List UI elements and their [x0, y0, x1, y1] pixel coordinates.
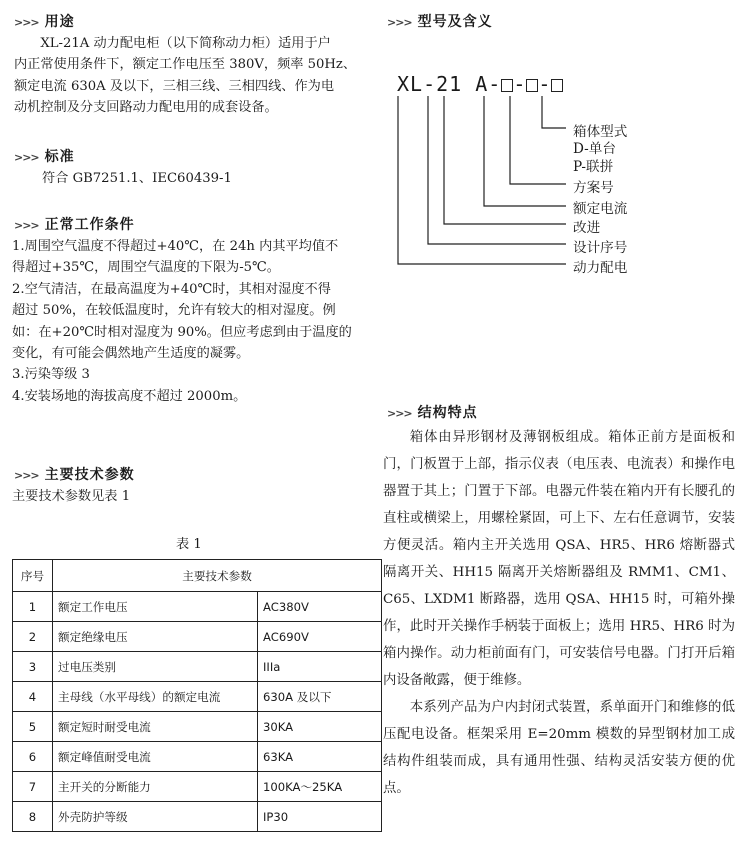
conditions-line: 如：在+20℃时相对湿度为 90%。但应考虑到由于温度的	[12, 324, 352, 340]
conditions-line: 1.周围空气温度不得超过+40℃，在 24h 内其平均值不	[12, 239, 339, 254]
row-no: 6	[13, 742, 53, 772]
header-no: 序号	[13, 560, 53, 592]
tech-params-table	[12, 559, 382, 832]
tech-note: 主要技术参数见表 1	[12, 489, 131, 504]
section-arrows-icon: >>>	[387, 407, 412, 420]
label-rated-current: 额定电流	[573, 201, 628, 217]
label-single: D-单台	[573, 141, 616, 157]
model-code-prefix: XL-21 A-	[397, 72, 502, 96]
row-value: AC690V	[258, 622, 382, 652]
conditions-title: 正常工作条件	[44, 217, 135, 233]
row-value: IP30	[258, 802, 382, 832]
row-name: 外壳防护等级	[53, 802, 258, 832]
row-value: IIIa	[258, 652, 382, 682]
conditions-line: 3.污染等级 3	[12, 367, 90, 383]
usage-line: 额定电流 630A 及以下，三相三线、三相四线、作为电	[14, 78, 335, 94]
table-row	[13, 622, 382, 652]
table-row	[13, 802, 382, 832]
label-improve: 改进	[573, 220, 601, 236]
row-no: 5	[13, 712, 53, 742]
row-name: 主母线（水平母线）的额定电流	[53, 682, 258, 712]
row-name: 额定短时耐受电流	[53, 712, 258, 742]
row-no: 2	[13, 622, 53, 652]
section-arrows-icon: >>>	[387, 16, 412, 29]
tech-heading	[14, 464, 135, 484]
conditions-line: 超过 50%，在较低温度时，允许有较大的相对湿度。例	[12, 303, 336, 319]
label-combined: P-联拼	[573, 159, 614, 175]
row-no: 8	[13, 802, 53, 832]
model-code-dash: -	[513, 72, 527, 96]
row-name: 额定工作电压	[53, 592, 258, 622]
structure-title: 结构特点	[417, 405, 478, 421]
row-no: 3	[13, 652, 53, 682]
section-arrows-icon: >>>	[14, 219, 39, 232]
row-value: 100KA～25KA	[258, 772, 382, 802]
table-row	[13, 682, 382, 712]
usage-line: 动机控制及分支回路动力配电用的成套设备。	[14, 100, 278, 116]
model-code-dash: -	[538, 72, 552, 96]
label-power-dist: 动力配电	[573, 260, 628, 276]
structure-heading	[387, 402, 478, 422]
conditions-line: 2.空气清洁，在最高温度为+40℃时，其相对湿度不得	[12, 281, 331, 297]
row-no: 4	[13, 682, 53, 712]
table-row	[13, 712, 382, 742]
model-title: 型号及含义	[417, 14, 493, 30]
structure-paragraph: 本系列产品为户内封闭式装置，系单面开门和维修的低压配电设备。框架采用 E=20mm 模数的异型钢材加工成结构件组装而成，具有通用性强、结构灵活安装方便的优点。	[383, 700, 735, 796]
row-value: 63KA	[258, 742, 382, 772]
row-no: 7	[13, 772, 53, 802]
row-name: 额定绝缘电压	[53, 622, 258, 652]
table-header-row	[13, 560, 382, 592]
usage-title: 用途	[44, 14, 75, 30]
table-caption: 表 1	[176, 537, 202, 552]
conditions-line: 得超过+35℃，周围空气温度的下限为-5℃。	[12, 260, 280, 276]
conditions-line: 变化，有可能会偶然地产生适度的凝雾。	[12, 346, 250, 362]
row-name: 主开关的分断能力	[53, 772, 258, 802]
usage-line: 内正常使用条件下，额定工作电压至 380V，频率 50Hz、	[14, 57, 357, 73]
standard-title: 标准	[44, 149, 75, 165]
conditions-line: 4.安装场地的海拔高度不超过 2000m。	[12, 388, 247, 404]
header-param: 主要技术参数	[53, 560, 382, 592]
standard-text: 符合 GB7251.1、IEC60439-1	[42, 171, 232, 186]
row-value: 30KA	[258, 712, 382, 742]
label-scheme: 方案号	[573, 180, 614, 196]
tech-title: 主要技术参数	[44, 467, 135, 483]
table-row	[13, 772, 382, 802]
row-value: 630A 及以下	[258, 682, 382, 712]
section-arrows-icon: >>>	[14, 469, 39, 482]
table-row	[13, 742, 382, 772]
section-arrows-icon: >>>	[14, 16, 39, 29]
table-row	[13, 652, 382, 682]
structure-paragraph: 箱体由异形钢材及薄钢板组成。箱体正前方是面板和门，门板置于上部，指示仪表（电压表、电流表）和操作电器置于其上；门置于下部。电器元件装在箱内开有长腰孔的直柱或横梁上，用螺栓紧固，可上下、左右任意调节，安装方便灵活。箱内主开关选用 QSA、HR5、HR6 熔断器式隔离开关、HH15 隔离开关熔断器组及 RMM1、CM1、C65、LXDM1 断路器，选用 QSA、HH15 时，可箱外操作，此时开关操作手柄装于面板上；选用 HR5、HR6 时为箱内操作。动力柜前面有门，可安装信号电器。门打开后箱内设备敞露，便于维修。	[383, 430, 735, 688]
row-name: 过电压类别	[53, 652, 258, 682]
table-row	[13, 592, 382, 622]
label-box-type: 箱体型式	[573, 124, 628, 140]
section-arrows-icon: >>>	[14, 151, 39, 164]
row-value: AC380V	[258, 592, 382, 622]
row-name: 额定峰值耐受电流	[53, 742, 258, 772]
label-design-no: 设计序号	[573, 240, 628, 256]
row-no: 1	[13, 592, 53, 622]
usage-line: XL-21A 动力配电柜（以下简称动力柜）适用于户	[40, 36, 331, 51]
model-diagram-lines	[0, 0, 748, 300]
structure-text	[383, 424, 735, 802]
